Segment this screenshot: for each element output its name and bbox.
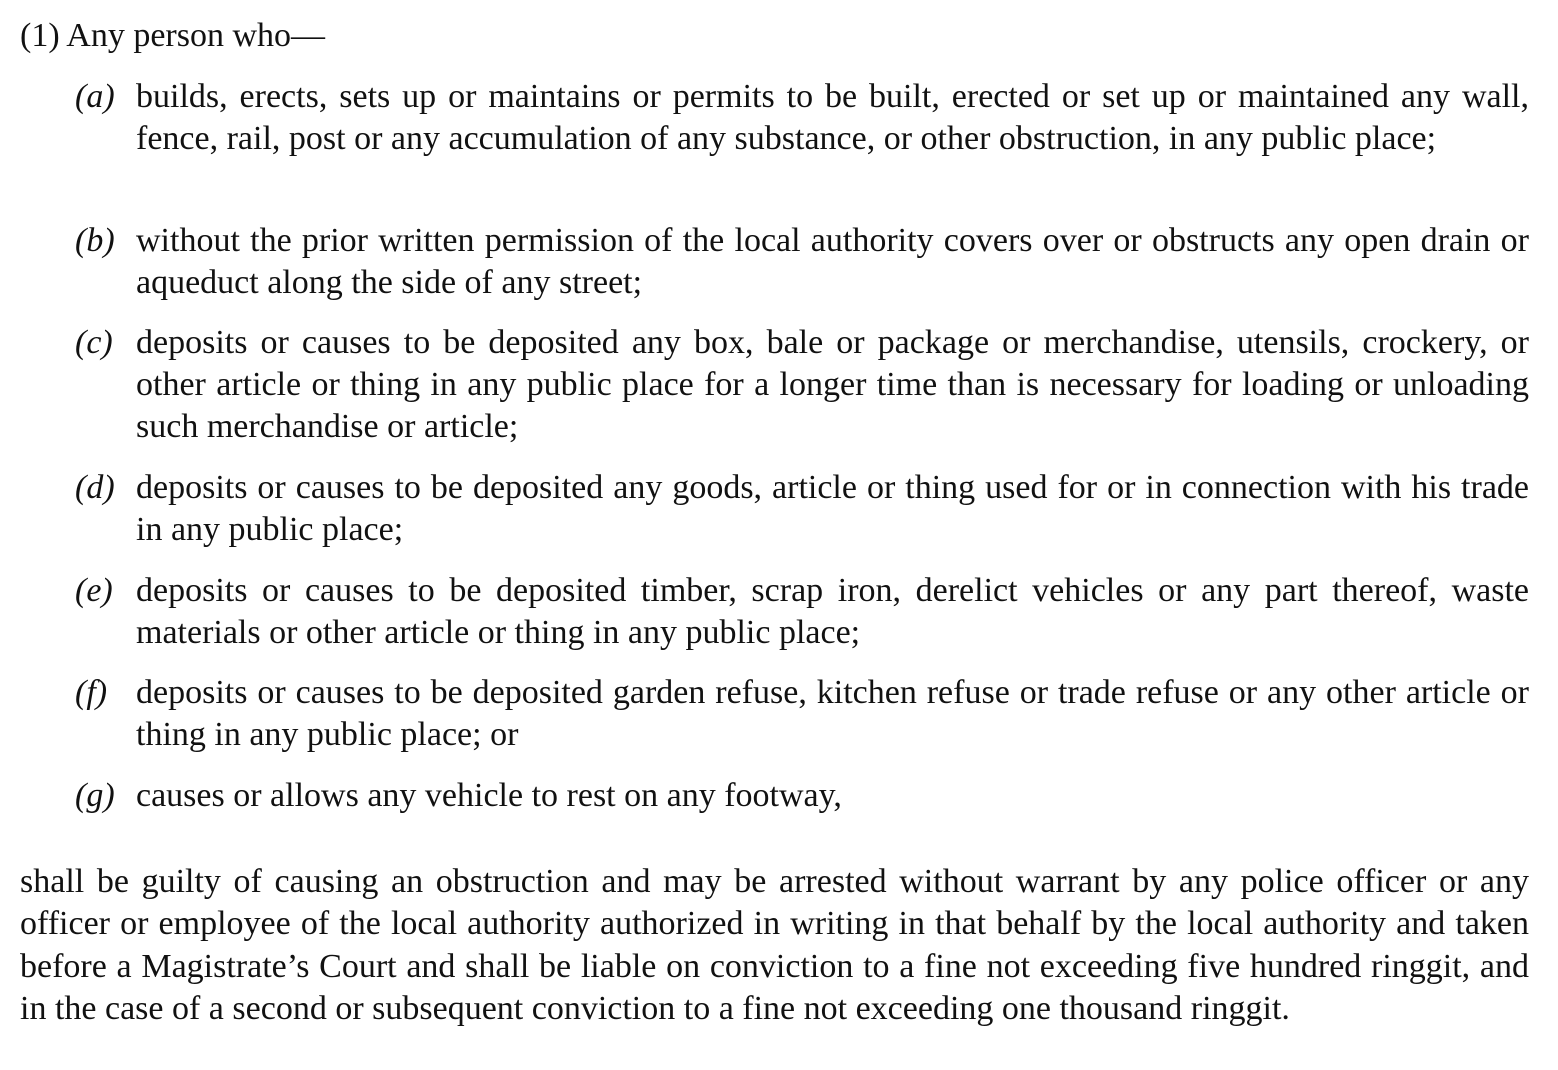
item-label: (b) (75, 222, 115, 259)
closing-paragraph: shall be guilty of causing an obstruction and may be arrested without warrant by any police officer or any officer or employee of the local authority authorized in writing in that behalf by the local authority and taken before a Magistrate’s Court and shall be liable on conviction to a fine not exceeding five hundred ringgit, and in the case of a second or subsequent conviction to a fine not exceeding one thousand ringgit. (20, 863, 1529, 1027)
list-item-c (20, 322, 1529, 448)
list-item-f (20, 672, 1529, 756)
item-label: (a) (75, 78, 115, 115)
item-text: deposits or causes to be deposited timber, scrap iron, derelict vehicles or any part thereof, waste materials or other article or thing in any public place; (136, 572, 1529, 651)
list-item-b (20, 220, 1529, 304)
item-label: (e) (75, 572, 113, 609)
list-item-e (20, 570, 1529, 654)
item-text: causes or allows any vehicle to rest on any footway, (136, 777, 842, 814)
item-label: (d) (75, 469, 115, 506)
item-text: deposits or causes to be deposited any goods, article or thing used for or in connection with his trade in any public place; (136, 469, 1529, 548)
item-text: deposits or causes to be deposited garden refuse, kitchen refuse or trade refuse or any other article or thing in any public place; or (136, 674, 1529, 753)
item-label: (g) (75, 777, 115, 814)
item-text: builds, erects, sets up or maintains or permits to be built, erected or set up or maintained any wall, fence, rail, post or any accumulation of any substance, or other obstruction, in any public place; (136, 78, 1529, 157)
item-text: without the prior written permission of the local authority covers over or obstructs any open drain or aqueduct along the side of any street; (136, 222, 1529, 301)
item-label: (c) (75, 324, 113, 361)
list-item-g (20, 775, 1529, 817)
item-label: (f) (75, 674, 108, 711)
list-item-d (20, 467, 1529, 551)
subsection-lead: (1) Any person who— (20, 17, 326, 54)
list-item-a (20, 76, 1529, 160)
item-text: deposits or causes to be deposited any box, bale or package or merchandise, utensils, crockery, or other article or thing in any public place for a longer time than is necessary for loading or unloading such merchandise or article; (136, 324, 1529, 445)
